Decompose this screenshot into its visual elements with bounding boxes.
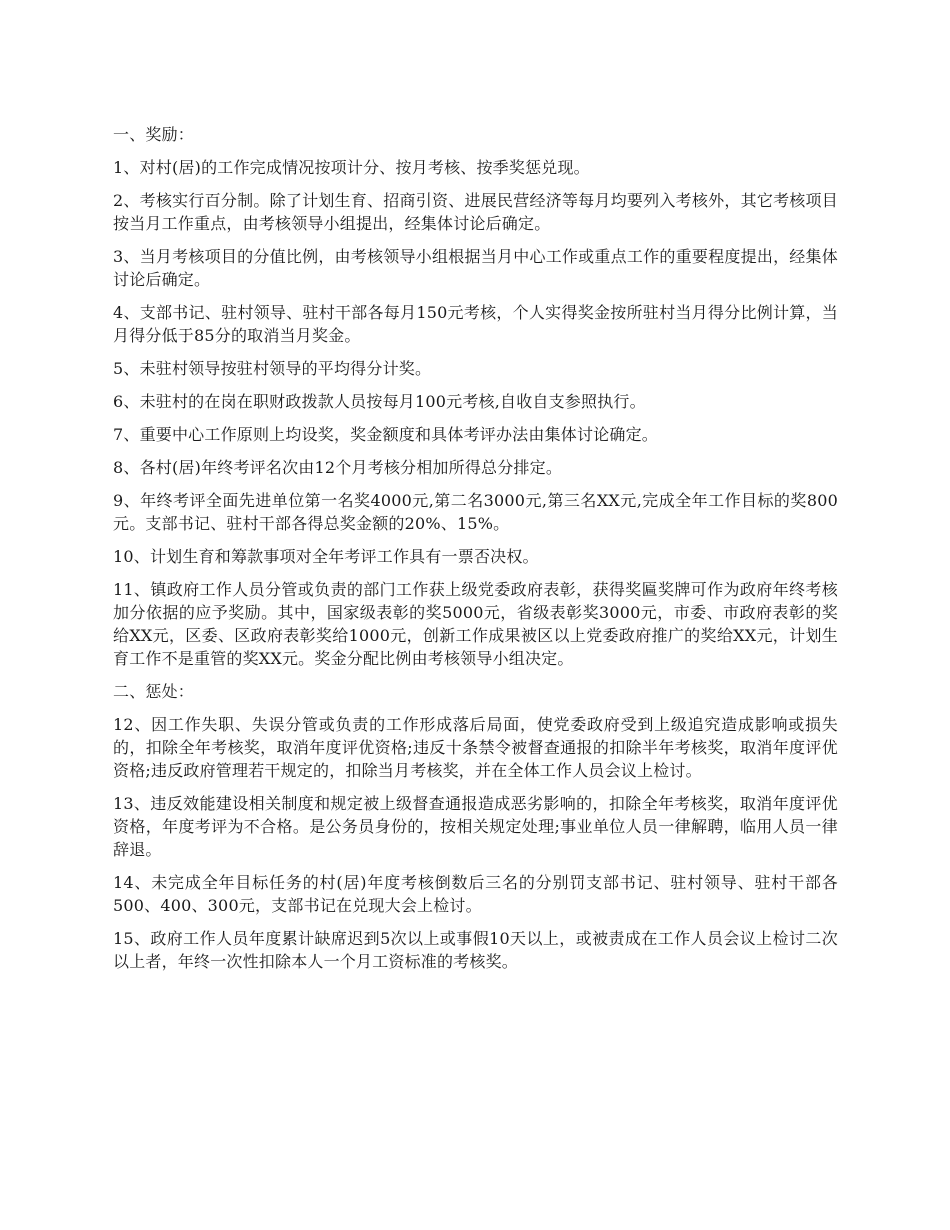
penalty-item-14: 14、未完成全年目标任务的村(居)年度考核倒数后三名的分别罚支部书记、驻村领导、驻村干部各500、400、300元，支部书记在兑现大会上检讨。 <box>113 873 838 915</box>
reward-item-8: 8、各村(居)年终考评名次由12个月考核分相加所得总分排定。 <box>113 458 563 477</box>
penalty-item-13: 13、违反效能建设相关制度和规定被上级督查通报造成恶劣影响的，扣除全年考核奖，取消年度评优资格，年度考评为不合格。是公务员身份的，按相关规定处理;事业单位人员一律解聘，临用人员一律辞退。 <box>113 794 838 859</box>
reward-item-2: 2、考核实行百分制。除了计划生育、招商引资、进展民营经济等每月均要列入考核外，其它考核项目按当月工作重点，由考核领导小组提出，经集体讨论后确定。 <box>113 191 838 233</box>
penalty-item-12: 12、因工作失职、失误分管或负责的工作形成落后局面，使党委政府受到上级追究造成影响或损失的，扣除全年考核奖，取消年度评优资格;违反十条禁令被督查通报的扣除半年考核奖，取消年度评优资格;违反政府管理若干规定的，扣除当月考核奖，并在全体工作人员会议上检讨。 <box>113 715 838 780</box>
reward-item-11: 11、镇政府工作人员分管或负责的部门工作获上级党委政府表彰，获得奖匾奖牌可作为政府年终考核加分依据的应予奖励。其中，国家级表彰的奖5000元，省级表彰奖3000元，市委、市政府表彰的奖给XX元，区委、区政府表彰奖给1000元，创新工作成果被区以上党委政府推广的奖给XX元，计划生育工作不是重管的奖XX元。奖金分配比例由考核领导小组决定。 <box>113 580 838 668</box>
reward-item-4: 4、支部书记、驻村领导、驻村干部各每月150元考核，个人实得奖金按所驻村当月得分比例计算，当月得分低于85分的取消当月奖金。 <box>113 303 838 345</box>
reward-item-9: 9、年终考评全面先进单位第一名奖4000元,第二名3000元,第三名XX元,完成全年工作目标的奖800元。支部书记、驻村干部各得总奖金额的20%、15%。 <box>113 491 838 533</box>
reward-item-7: 7、重要中心工作原则上均设奖，奖金额度和具体考评办法由集体讨论确定。 <box>113 425 658 444</box>
reward-item-5: 5、未驻村领导按驻村领导的平均得分计奖。 <box>113 359 432 378</box>
document-body <box>113 123 838 983</box>
section-heading-reward: 一、奖励： <box>113 125 195 144</box>
reward-item-6: 6、未驻村的在岗在职财政拨款人员按每月100元考核,自收自支参照执行。 <box>113 392 646 411</box>
penalty-item-15: 15、政府工作人员年度累计缺席迟到5次以上或事假10天以上，或被责成在工作人员会议上检讨二次以上者，年终一次性扣除本人一个月工资标准的考核奖。 <box>113 929 838 971</box>
reward-item-10: 10、计划生育和筹款事项对全年考评工作具有一票否决权。 <box>113 547 539 566</box>
reward-item-1: 1、对村(居)的工作完成情况按项计分、按月考核、按季奖惩兑现。 <box>113 158 590 177</box>
reward-item-3: 3、当月考核项目的分值比例，由考核领导小组根据当月中心工作或重点工作的重要程度提出，经集体讨论后确定。 <box>113 247 838 289</box>
section-heading-penalty: 二、惩处： <box>113 682 195 701</box>
